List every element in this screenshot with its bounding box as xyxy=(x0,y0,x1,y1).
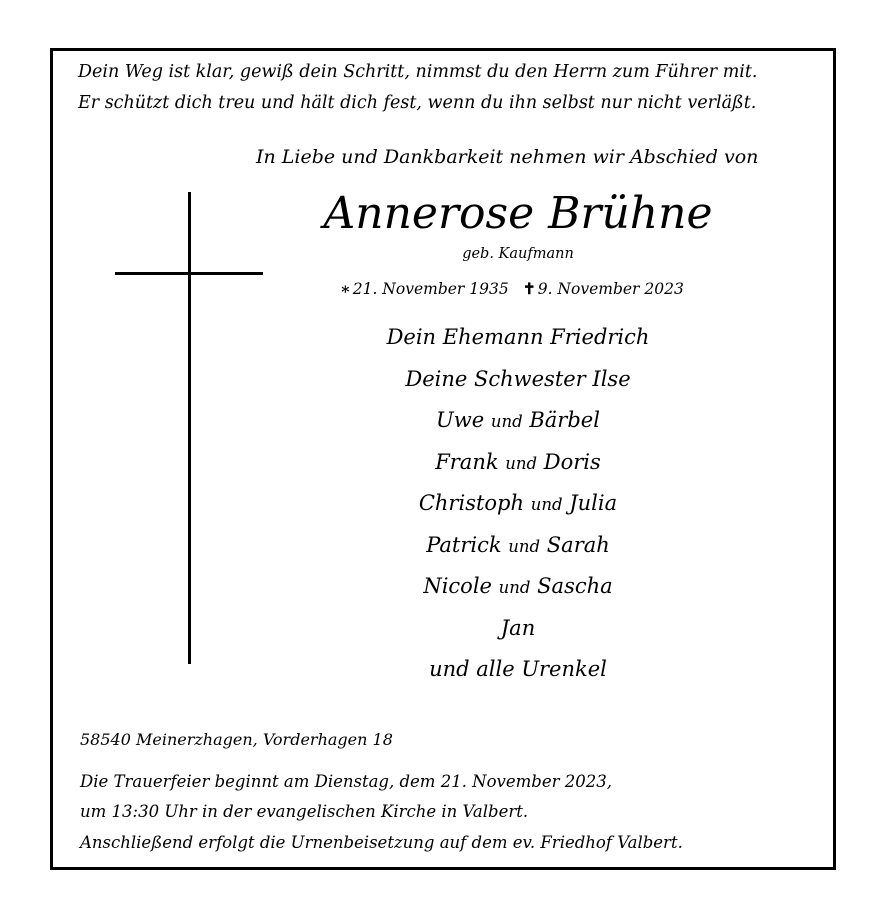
address: 58540 Meinerzhagen, Vorderhagen 18 xyxy=(80,730,393,749)
survivor-line: Christoph und Julia xyxy=(418,491,618,515)
death-date: 9. November 2023 xyxy=(537,280,684,298)
survivor-line: Frank und Doris xyxy=(435,449,601,474)
survivor-line: Jan xyxy=(500,615,536,640)
deceased-name: Annerose Brühne xyxy=(323,188,713,239)
life-dates xyxy=(340,279,684,298)
funeral-line-2: um 13:30 Uhr in der evangelischen Kirche in Valbert. xyxy=(80,802,529,821)
intro-text: In Liebe und Dankbarkeit nehmen wir Abschied von xyxy=(256,146,759,168)
birth-star-icon: ∗ xyxy=(340,279,351,298)
verse-line-2: Er schützt dich treu und hält dich fest, wenn du ihn selbst nur nicht verläßt. xyxy=(78,93,757,113)
maiden-name: geb. Kaufmann xyxy=(462,246,574,262)
survivors-list xyxy=(308,322,728,696)
death-cross-icon: ✝ xyxy=(522,279,536,298)
cross-icon-horizontal-bar xyxy=(115,272,263,275)
verse-line-1: Dein Weg ist klar, gewiß dein Schritt, nimmst du den Herrn zum Führer mit. xyxy=(78,62,758,82)
birth-date: 21. November 1935 xyxy=(352,280,509,298)
funeral-line-3: Anschließend erfolgt die Urnenbeisetzung auf dem ev. Friedhof Valbert. xyxy=(80,833,683,852)
funeral-line-1: Die Trauerfeier beginnt am Dienstag, dem 21. November 2023, xyxy=(80,772,612,791)
cross-icon-vertical-bar xyxy=(188,192,191,664)
survivor-line: Uwe und Bärbel xyxy=(436,408,600,432)
survivor-line: Nicole und Sascha xyxy=(423,574,613,598)
survivor-line: Patrick und Sarah xyxy=(426,532,610,557)
survivor-line: Deine Schwester Ilse xyxy=(405,366,631,391)
survivor-line: Dein Ehemann Friedrich xyxy=(386,325,650,349)
survivor-line: und alle Urenkel xyxy=(429,657,607,681)
